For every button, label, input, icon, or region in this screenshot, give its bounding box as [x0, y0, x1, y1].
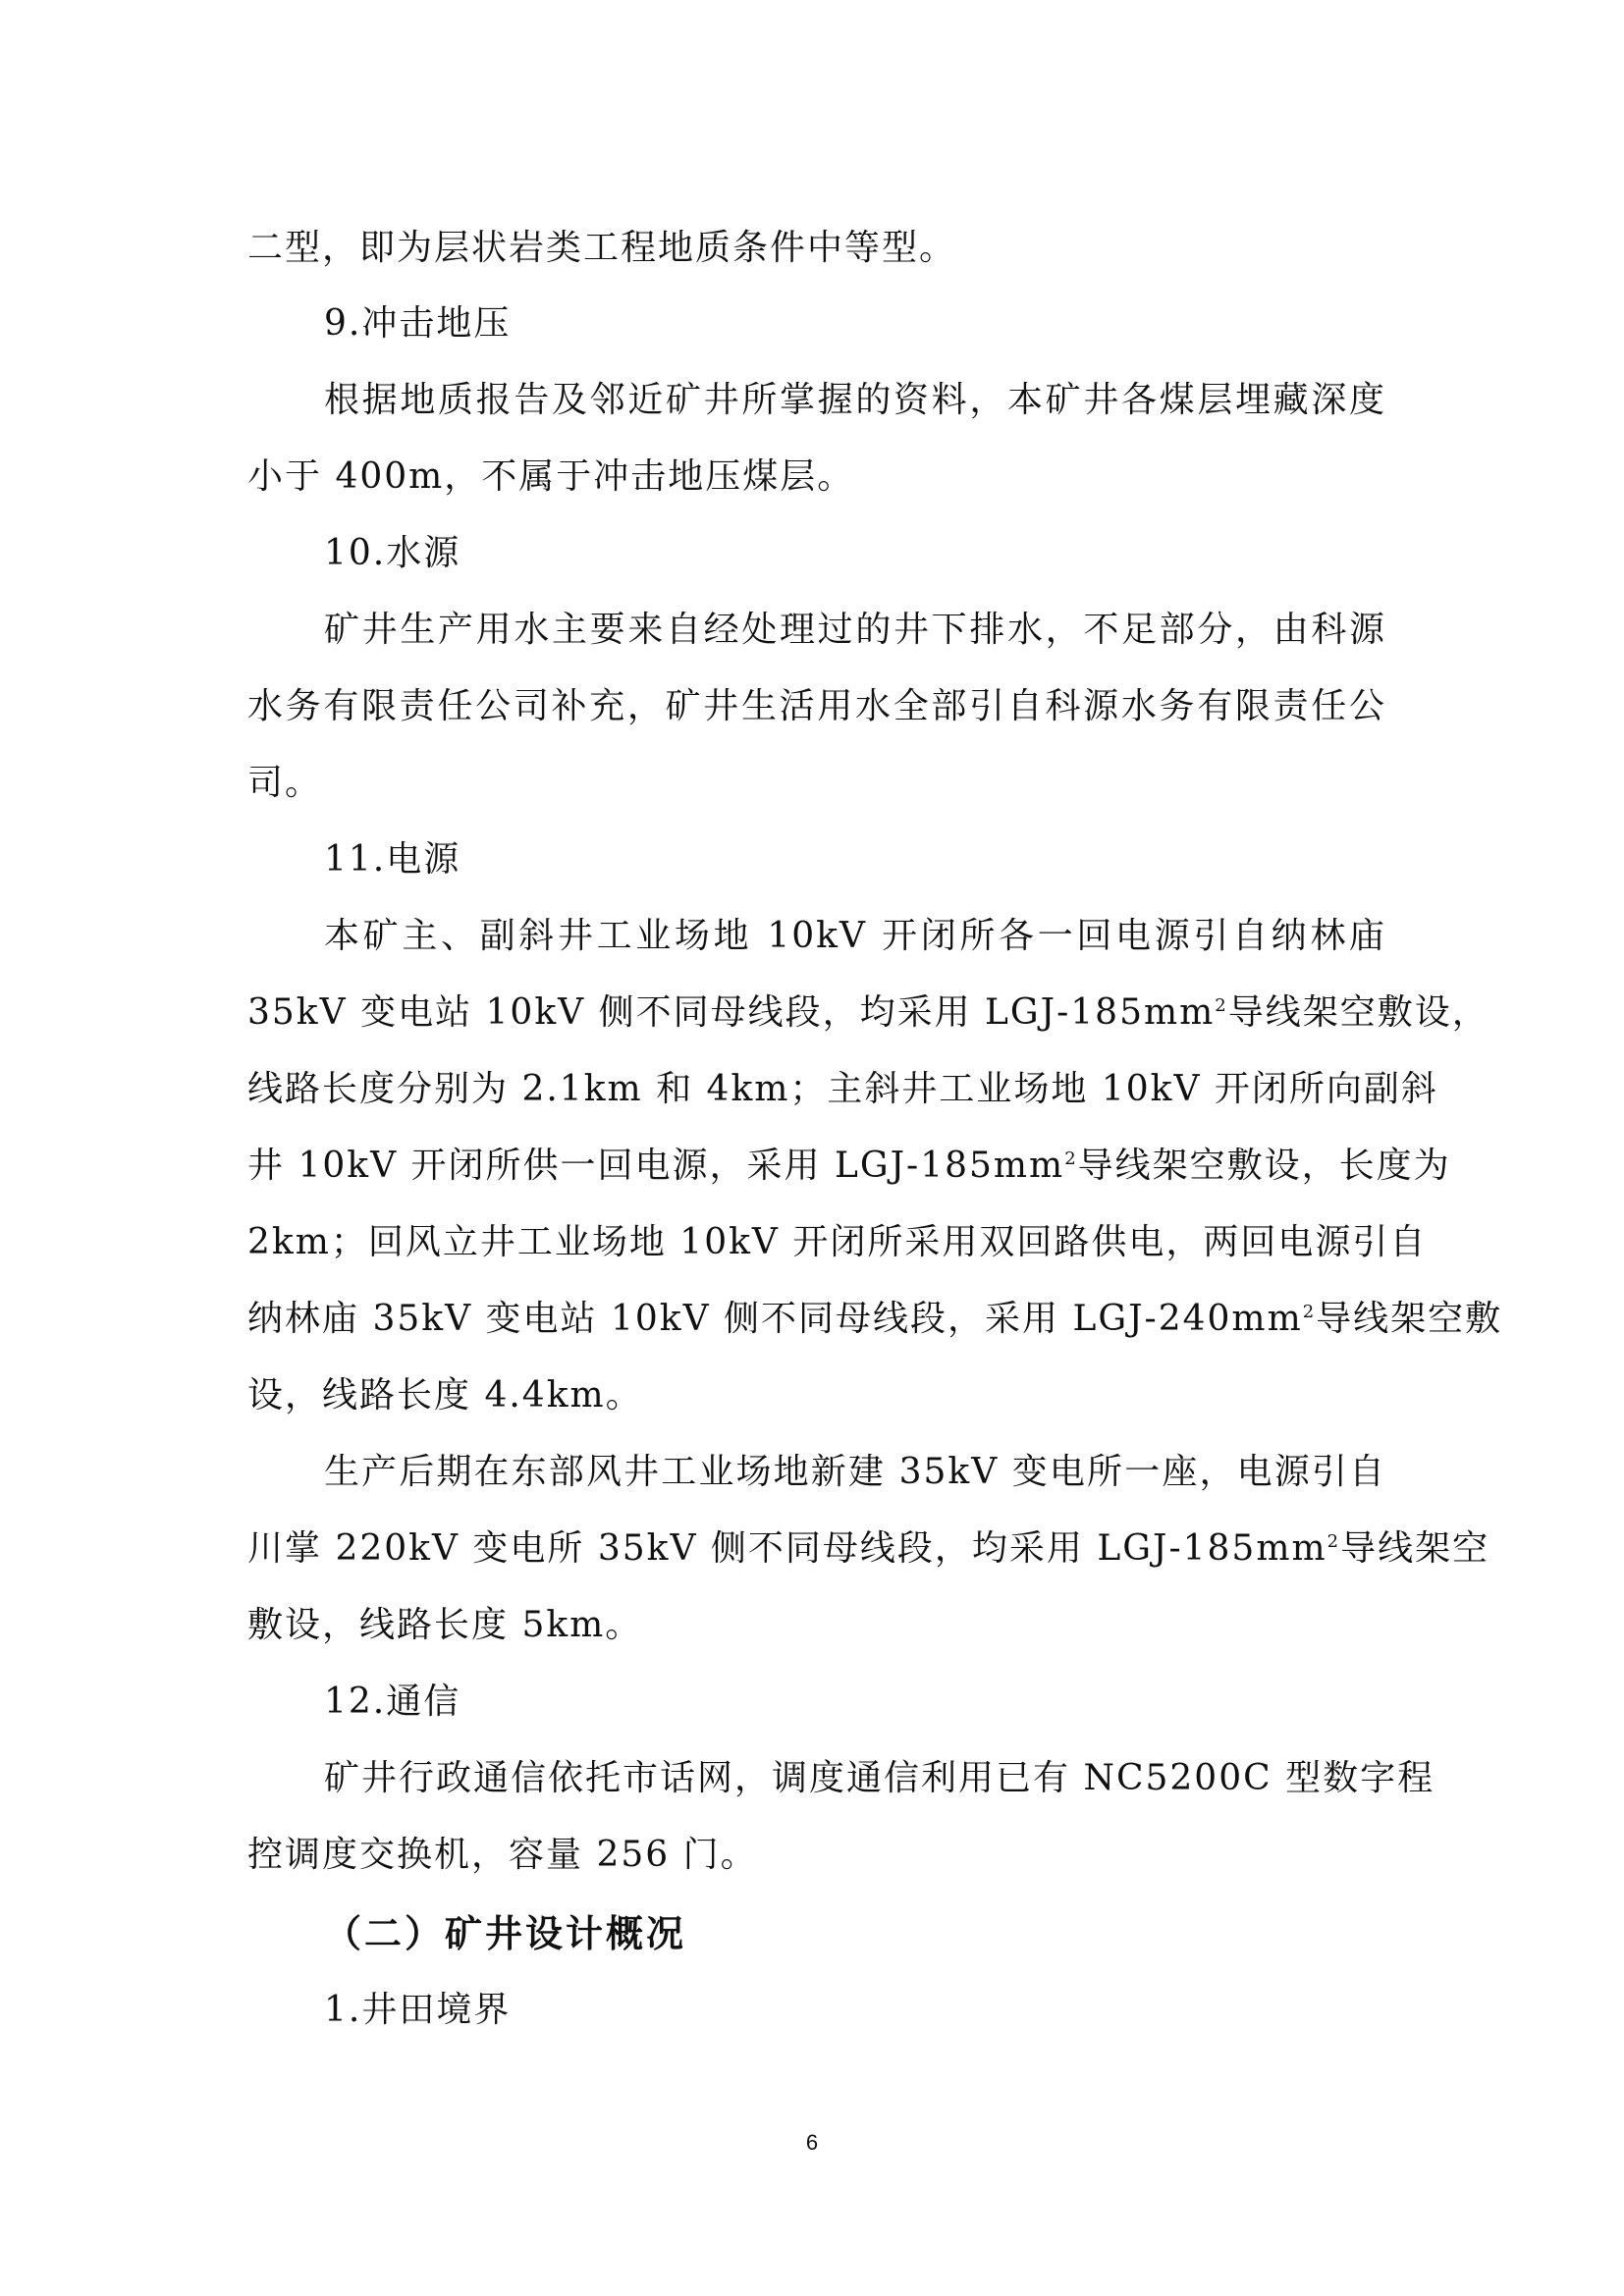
paragraph-line: 司。	[247, 763, 323, 803]
paragraph-line: 敷设，线路长度 5km。	[247, 1605, 643, 1645]
paragraph-line: 小于 400m，不属于冲击地压煤层。	[247, 456, 855, 497]
section-heading: （二）矿井设计概况	[324, 1911, 687, 1955]
paragraph-line	[247, 1139, 1451, 1194]
paragraph-line: 水务有限责任公司补充，矿井生活用水全部引自科源水务有限责任公	[247, 686, 1386, 726]
subsection-title: 9.冲击地压	[324, 303, 512, 344]
paragraph-line: 设，线路长度 4.4km。	[247, 1375, 643, 1415]
page-number: 6	[805, 2130, 819, 2155]
superscript: 2	[1064, 1148, 1078, 1169]
subsection-title: 1.井田境界	[324, 1990, 512, 2030]
line-text: 导线架空	[1340, 1528, 1490, 1569]
paragraph-line	[247, 986, 1489, 1041]
paragraph-line: 二型，即为层状岩类工程地质条件中等型。	[247, 228, 957, 268]
line-text: 导线架空敷设，	[1227, 992, 1489, 1033]
paragraph-line: 生产后期在东部风井工业场地新建 35kV 变电所一座，电源引自	[324, 1452, 1386, 1492]
superscript: 2	[1215, 995, 1228, 1016]
line-text: 井 10kV 开闭所供一回电源，采用 LGJ-185mm	[247, 1146, 1065, 1186]
line-text: 纳林庙 35kV 变电站 10kV 侧不同母线段，采用 LGJ-240mm	[247, 1299, 1303, 1339]
subsection-title: 11.电源	[324, 839, 461, 880]
subsection-title: 10.水源	[324, 533, 461, 573]
paragraph-line	[247, 1522, 1490, 1576]
paragraph-line: 根据地质报告及邻近矿井所掌握的资料，本矿井各煤层埋藏深度	[324, 380, 1386, 420]
line-text: 35kV 变电站 10kV 侧不同母线段，均采用 LGJ-185mm	[247, 992, 1216, 1033]
superscript: 2	[1326, 1531, 1341, 1552]
line-text: 导线架空敷设，长度为	[1077, 1146, 1451, 1186]
paragraph-line: 本矿主、副斜井工业场地 10kV 开闭所各一回电源引自纳林庙	[324, 916, 1386, 956]
paragraph-line: 2km；回风立井工业场地 10kV 开闭所采用双回路供电，两回电源引自	[247, 1222, 1428, 1262]
paragraph-line: 矿井行政通信依托市话网，调度通信利用已有 NC5200C 型数字程	[324, 1758, 1435, 1798]
subsection-title: 12.通信	[324, 1682, 461, 1722]
paragraph-line: 矿井生产用水主要来自经处理过的井下排水，不足部分，由科源	[324, 610, 1386, 650]
paragraph-line	[247, 1292, 1503, 1347]
line-text: 导线架空敷	[1316, 1299, 1503, 1339]
superscript: 2	[1302, 1302, 1317, 1322]
paragraph-line: 控调度交换机，容量 256 门。	[247, 1835, 758, 1875]
line-text: 川掌 220kV 变电所 35kV 侧不同母线段，均采用 LGJ-185mm	[247, 1528, 1327, 1569]
paragraph-line: 线路长度分别为 2.1km 和 4km；主斜井工业场地 10kV 开闭所向副斜	[247, 1069, 1438, 1109]
